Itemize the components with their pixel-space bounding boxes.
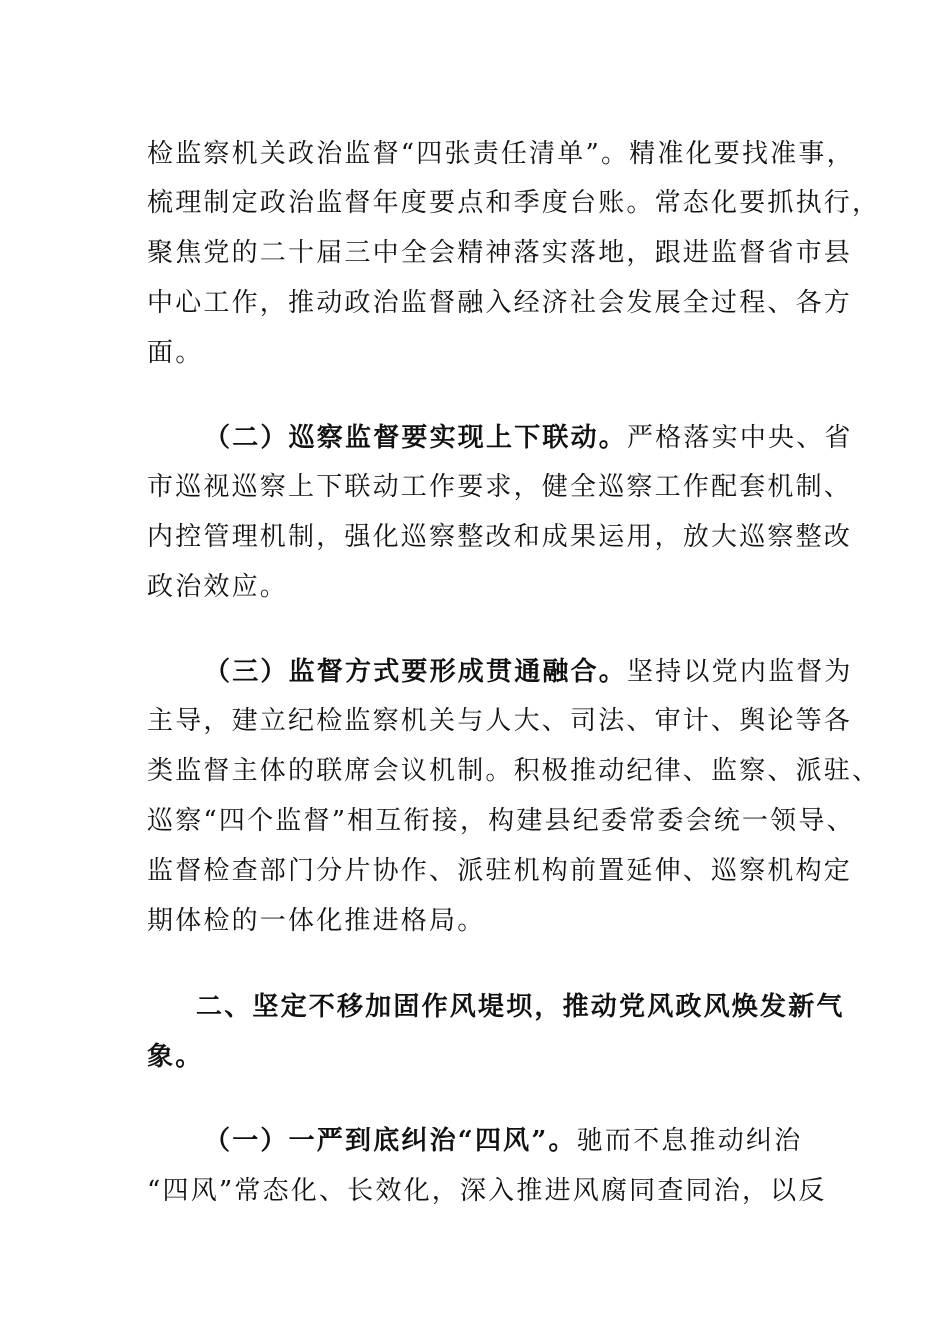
body-line: 内控管理机制，强化巡察整改和成果运用，放大巡察整改 [147, 522, 853, 552]
body-line: 梳理制定政治监督年度要点和季度台账。常态化要抓执行， [147, 188, 881, 218]
paragraph-text: 严格落实中央、省 [627, 423, 853, 453]
body-line: “四风”常态化、长效化，深入推进风腐同查同治，以反 [147, 1176, 827, 1206]
section-title-continuation: 象。 [147, 1042, 204, 1072]
body-line: 检监察机关政治监督“四张责任清单”。精准化要找准事， [147, 139, 855, 169]
paragraph-text: 坚持以党内监督为 [627, 657, 853, 687]
paragraph-first-line [204, 1126, 802, 1156]
paragraph-heading: （一）一严到底纠治“四风”。 [204, 1126, 577, 1156]
body-line: 政治效应。 [147, 572, 289, 602]
body-line: 聚焦党的二十届三中全会精神落实落地，跟进监督省市县 [147, 238, 853, 268]
body-line: 类监督主体的联席会议机制。积极推动纪律、监察、派驻、 [147, 756, 881, 786]
paragraph-first-line [204, 657, 853, 687]
body-line: 面。 [147, 338, 204, 368]
paragraph-text: 驰而不息推动纠治 [576, 1126, 803, 1156]
body-line: 市巡视巡察上下联动工作要求，健全巡察工作配套机制、 [147, 472, 853, 502]
paragraph-heading: （三）监督方式要形成贯通融合。 [204, 657, 628, 687]
body-line: 中心工作，推动政治监督融入经济社会发展全过程、各方 [147, 288, 853, 318]
body-line: 巡察“四个监督”相互衔接，构建县纪委常委会统一领导、 [147, 806, 855, 836]
body-line: 主导，建立纪检监察机关与人大、司法、审计、舆论等各 [147, 706, 853, 736]
paragraph-heading: （二）巡察监督要实现上下联动。 [204, 423, 628, 453]
section-title: 二、坚定不移加固作风堤坝，推动党风政风焕发新气 [196, 992, 845, 1022]
body-line: 监督检查部门分片协作、派驻机构前置延伸、巡察机构定 [147, 856, 853, 886]
body-line: 期体检的一体化推进格局。 [147, 906, 486, 936]
paragraph-first-line [204, 423, 853, 453]
